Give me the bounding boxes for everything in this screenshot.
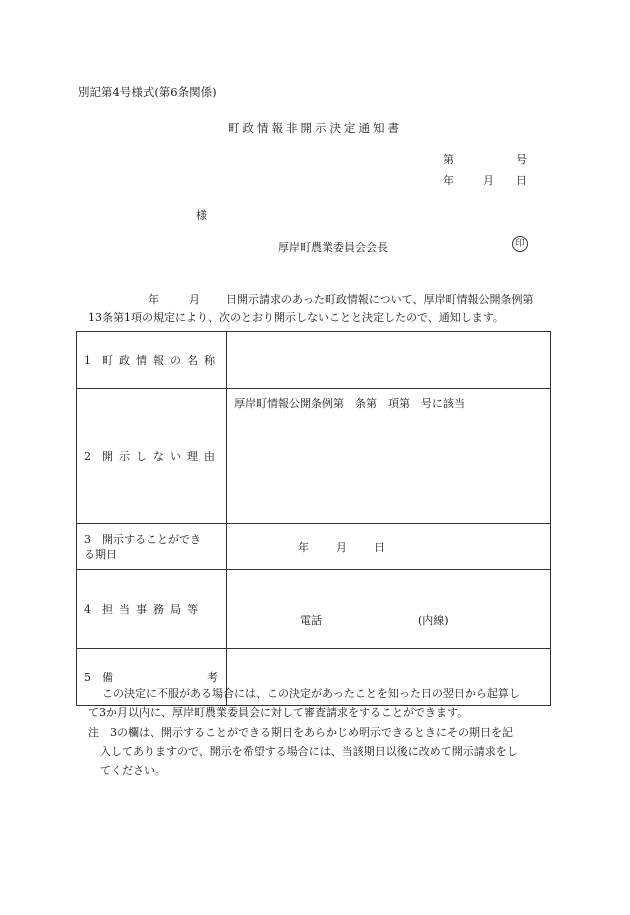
row3-label [77, 524, 227, 570]
date-month: 月 [483, 174, 494, 187]
row3-month: 月 [336, 540, 347, 554]
body-line-1 [88, 291, 533, 307]
row3-day: 日 [374, 540, 385, 554]
row2-label [77, 389, 227, 524]
body-month: 月 [189, 293, 200, 306]
row5-label-b: 考 [207, 671, 218, 684]
row1-label [77, 332, 227, 389]
doc-number-suffix: 号 [516, 153, 527, 166]
addressee-suffix: 様 [196, 209, 207, 222]
page-title: 町政情報非開示決定通知書 [228, 121, 402, 135]
doc-number-prefix: 第 [443, 153, 454, 166]
table-row [77, 332, 551, 389]
row3-number: 3 [84, 532, 91, 546]
row3-year: 年 [298, 540, 309, 554]
row4-tel-label: 電話 [300, 614, 322, 627]
row3-label-line1: 開示することができ [102, 532, 201, 546]
row4-label-text: 担当事務局等 [102, 603, 204, 616]
date-day: 日 [516, 174, 527, 187]
note-line-3: てください。 [100, 764, 166, 777]
row4-value[interactable] [227, 570, 551, 649]
row4-ext-label: (内線) [418, 614, 449, 627]
form-label: 別記第4号様式(第6条関係) [78, 85, 217, 99]
row2-value[interactable]: 厚岸町情報公開条例第 条第 項第 号に該当 [227, 389, 551, 524]
table-row [77, 389, 551, 524]
footer-line-1: この決定に不服がある場合には、この決定があったことを知った日の翌日から起算し [102, 687, 520, 700]
info-table [76, 331, 551, 706]
row5-number: 5 [84, 671, 91, 684]
row1-number: 1 [84, 354, 91, 367]
seal-icon: 印 [512, 236, 528, 252]
row2-label-text: 開示しない理由 [102, 450, 221, 463]
body-year: 年 [148, 293, 159, 306]
table-row [77, 524, 551, 570]
date-year: 年 [443, 174, 454, 187]
row1-label-text: 町政情報の名称 [102, 354, 221, 367]
row1-value[interactable] [227, 332, 551, 389]
table-row [77, 570, 551, 649]
row3-label-line2: る期日 [84, 547, 117, 561]
issuer-name: 厚岸町農業委員会会長 [278, 241, 388, 254]
body-line-1-text: 日開示請求のあった町政情報について、厚岸町情報公開条例第 [226, 293, 534, 306]
body-line-2: 13条第1項の規定により、次のとおり開示しないことと決定したので、通知します。 [88, 311, 504, 324]
row3-value[interactable] [227, 524, 551, 570]
note-line-2: 入してありますので、開示を希望する場合には、当該期日以後に改めて開示請求をし [100, 745, 518, 758]
note-line-1: 注 3の欄は、開示することができる期日をあらかじめ明示できるときにその期日を記 [88, 726, 513, 739]
row5-label-a: 備 [102, 671, 113, 684]
row4-number: 4 [84, 603, 91, 616]
footer-line-2: て3か月以内に、厚岸町農業委員会に対して審査請求をすることができます。 [88, 706, 469, 719]
row2-number: 2 [84, 450, 91, 463]
row4-label [77, 570, 227, 649]
